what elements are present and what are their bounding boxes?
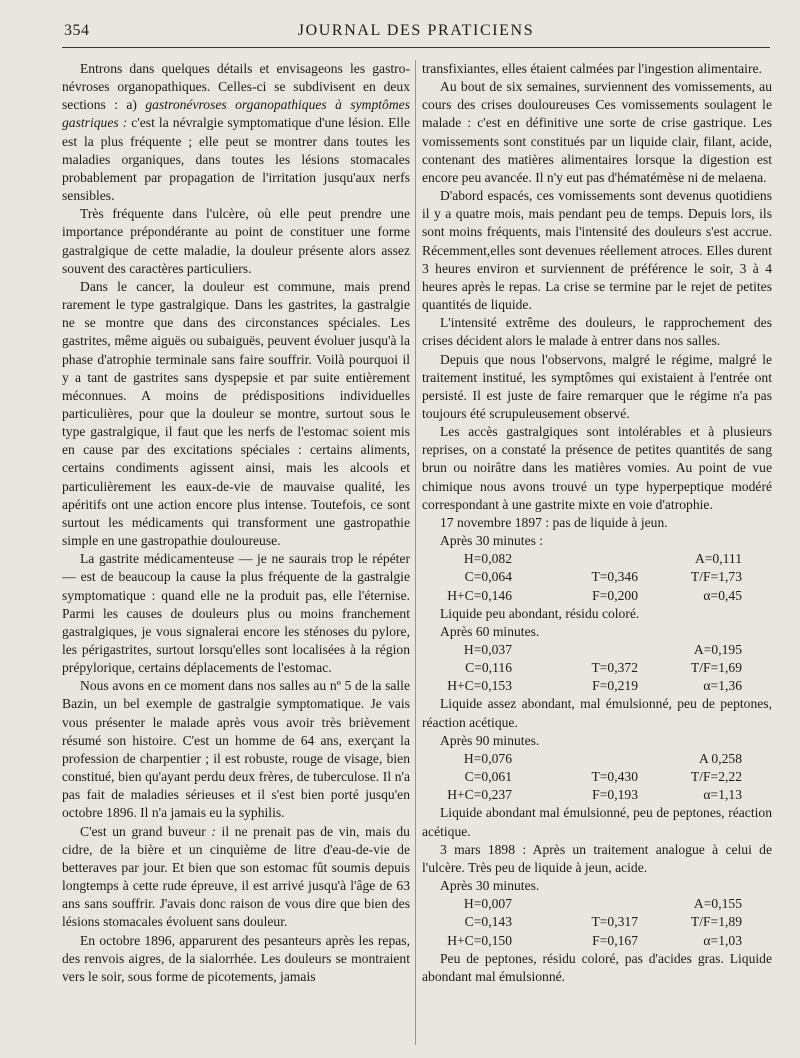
- analysis-row: C=0,143 T=0,317 T/F=1,89: [464, 914, 742, 930]
- paragraph: D'abord espacés, ces vomissements sont devenus quotidiens il y a quatre mois, mais pendant peu de temps. Depuis lors, ils sont moins fréquents, mais l'intensité des douleurs s'est accrue. Récemment,elles sont devenues réellement atroces. Elles durent 3 heures environ et surviennent de préférence le soir, 3 à 4 heures après le repas. La crise se termine par le rejet de petites quantités de liquide.: [422, 188, 772, 313]
- analysis-note: Liquide assez abondant, mal émulsionné, peu de peptones, réaction acétique.: [422, 696, 772, 730]
- analysis-time: Après 60 minutes.: [440, 623, 540, 639]
- paragraph: transfixiantes, elles étaient calmées par l'ingestion alimentaire.: [422, 61, 762, 76]
- paragraph: L'intensité extrême des douleurs, le rapprochement des crises décident alors le malade à entrer dans nos salles.: [422, 315, 772, 349]
- paragraph: Au bout de six semaines, surviennent des vomissements, au cours des crises douloureuses Ces vomissements soulagent le malade : c'est en définitive une sorte de crise gastrique. Les vomissements sont constitués par un liquide clair, filant, acide, contenant des matières alimentaires lorsque la digestion est encore peu avancée. Il n'y eut pas d'hématémèse ni de melaena.: [422, 79, 772, 185]
- right-column: [422, 60, 772, 986]
- analysis-row: H+C=0,237 F=0,193 α=1,13: [447, 787, 742, 803]
- analysis-row: C=0,116 T=0,372 T/F=1,69: [465, 660, 742, 676]
- paragraph: Très fréquente dans l'ulcère, où elle peut prendre une importance prépondérante au point de constituer une forme gastralgique de cette maladie, la douleur présente alors assez souvent des caractères particuliers.: [62, 206, 410, 276]
- paragraph: Les accès gastralgiques sont intolérables et à plusieurs reprises, on a constaté la présence de petites quantités de sang brun ou noirâtre dans les matières vomies. Au point de vue chimique nous avons trouvé un type hyperpeptique modéré correspondant à une gastrite mixte en voie d'atrophie.: [422, 424, 772, 512]
- paragraph: Entrons dans quelques détails et envisageons les gastro-névroses organopathiques. Celles-ci se subdivisent en deux sections : a) gastronévroses organopathiques à symptômes gastriques : c'est la névralgie symptomatique d'une lésion. Elle est la plus fréquente ; elle peut se montrer dans toutes les maladies organiques, dans toutes les lésions stomacales probablement par propagation de l'irritation jusqu'aux nerfs sensibles.: [62, 61, 410, 204]
- analysis-date: 3 mars 1898 : Après un traitement analogue à celui de l'ulcère. Très peu de liquide à jeun, acide.: [422, 841, 772, 875]
- paragraph: En octobre 1896, apparurent des pesanteurs après les repas, des renvois aigres, de la sialorrhée. Les douleurs se montraient vers le soir, sous forme de picotements, jamais: [62, 932, 410, 984]
- analysis-row: H+C=0,150 F=0,167 α=1,03: [447, 932, 742, 948]
- analysis-date: 17 novembre 1897 : pas de liquide à jeun.: [440, 514, 668, 530]
- paragraph: Nous avons en ce moment dans nos salles au nº 5 de la salle Bazin, un bel exemple de gastralgie symptomatique. Je vais vous présenter le malade après vous avoir très brièvement résumé son histoire. C'est un homme de 64 ans, exerçant la profession de charpentier ; il est robuste, rouge de visage, bien constitué, bien qu'ayant perdu deux frères, de tuberculose. Il n'a pas fait de maladies sérieuses et il s'est bien porté jusqu'en octobre 1896. Il n'a jamais eu la syphilis.: [62, 678, 410, 821]
- analysis-row: H=0,037 A=0,195: [463, 642, 742, 657]
- paragraph: Peu de peptones, résidu coloré, pas d'acides gras. Liquide abondant mal émulsionné.: [422, 950, 772, 984]
- paragraph: C'est un grand buveur : il ne prenait pas de vin, mais du cidre, de la bière et un cinquième de litre d'eau-de-vie de betteraves par jour. Et bien que son estomac fût soumis depuis longtemps à cette rude épreuve, il est arrivé jusqu'à l'âge de 63 ans sans souffrir. J'avais donc raison de vous dire que bien des lésions stomacales évoluent sans douleur.: [62, 823, 410, 930]
- analysis-time: Après 90 minutes.: [440, 732, 540, 748]
- analysis-row: H=0,007 A=0,155: [463, 896, 742, 912]
- analysis-row: H+C=0,146 F=0,200 α=0,45: [447, 587, 742, 603]
- journal-title: JOURNAL DES PRATICIENS: [297, 22, 535, 39]
- analysis-note: Liquide peu abondant, résidu coloré.: [440, 605, 640, 621]
- page-header: [62, 18, 770, 48]
- analysis-row: H=0,082 A=0,111: [463, 551, 742, 567]
- analysis-row: H=0,076 A 0,258: [463, 750, 742, 766]
- paragraph: La gastrite médicamenteuse — je ne saurais trop le répéter — est de beaucoup la cause la plus fréquente de la gastralgie symptomatique : quand elle ne la produit pas, elle l'éternise. Parmi les causes de douleurs plus ou moins franchement gastralgiques, je vous signalerai encore les sténoses du pylore, les périgastrites, surtout lorsqu'elles sont localisées à la région prépylorique, certains déplacements de l'estomac.: [62, 551, 410, 676]
- analysis-time: Après 30 minutes.: [440, 878, 540, 894]
- paragraph: Dans le cancer, la douleur est commune, mais prend rarement le type gastralgique. Dans les gastrites, la gastralgie ne se montre que dans des circonstances spéciales. Les gastrites, même aiguës ou subaiguës, peuvent évoluer jusqu'à la phase d'atrophie terminale sans faire souffrir. Voilà pourquoi il y a tant de gastrites sans dyspepsie et par suite entièrement méconnues. A moins de prédispositions individuelles particulières, pour que la douleur se montre, surtout sous le type gastralgique, il faut que les nerfs de l'estomac soient mis en cause par des excitations spéciales : certains aliments, certains condiments agissent ainsi, mais les alcools et particulièrement les eaux-de-vie de mauvaise qualité, les apéritifs ont une action encore plus intense. Toutefois, ce sont surtout les médicaments qui transforment une gastropathie simple en une gastropathie douloureuse.: [62, 278, 410, 549]
- analysis-row: C=0,064 T=0,346 T/F=1,73: [464, 569, 742, 585]
- page-number: 354: [64, 22, 90, 39]
- analysis-row: H+C=0,153 F=0,219 α=1,36: [447, 678, 742, 694]
- paragraph: Depuis que nous l'observons, malgré le régime, malgré le traitement institué, les symptômes qui existaient à l'entrée ont persisté. Il est juste de faire remarquer que le régime n'a pas toujours été scrupuleusement observé.: [422, 351, 772, 421]
- analysis-time: Après 30 minutes :: [440, 533, 544, 549]
- left-column: [62, 60, 410, 986]
- analysis-note: Liquide abondant mal émulsionné, peu de peptones, réaction acétique.: [422, 805, 772, 839]
- analysis-row: C=0,061 T=0,430 T/F=2,22: [464, 769, 742, 785]
- column-divider: [415, 60, 416, 1045]
